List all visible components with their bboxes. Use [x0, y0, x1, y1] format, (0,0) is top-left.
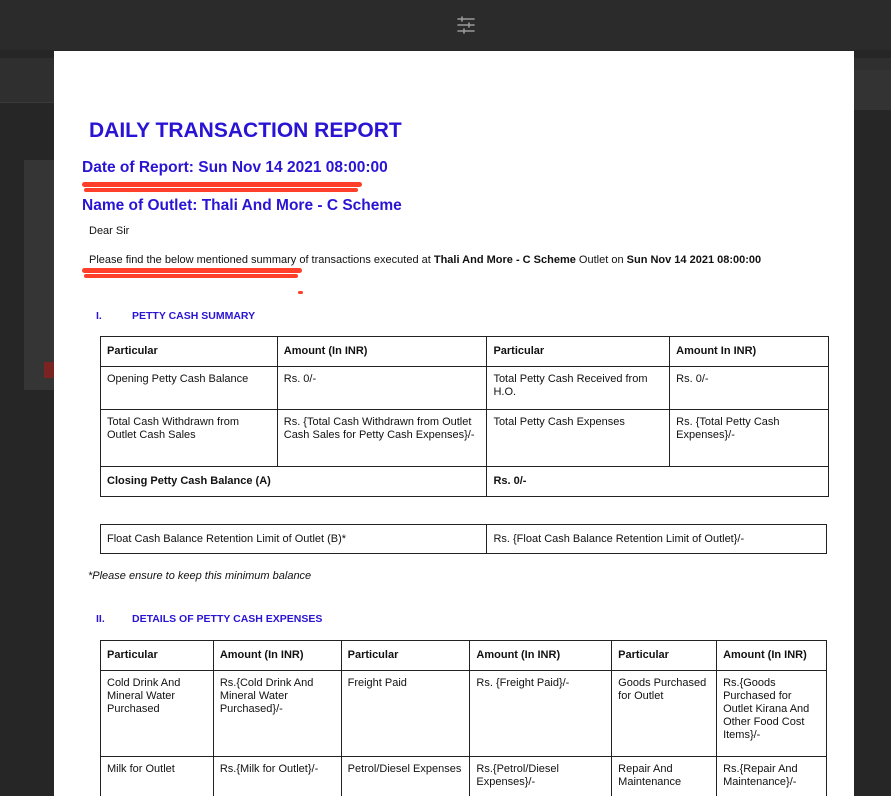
intro-outlet: Thali And More - C Scheme — [433, 254, 576, 266]
redaction-mark — [84, 188, 358, 192]
section-1-heading — [96, 310, 255, 322]
section-1-number: I. — [96, 310, 102, 322]
redaction-mark — [298, 291, 303, 294]
table-cell: Cold Drink And Mineral Water Purchased — [101, 671, 214, 757]
table-cell: Rs. 0/- — [670, 367, 829, 410]
float-cash-value: Rs. {Float Cash Balance Retention Limit of Outlet}/- — [487, 525, 827, 554]
intro-text: Please find the below mentioned summary of transactions executed at — [89, 254, 434, 266]
table-row — [101, 410, 829, 467]
petty-cash-expenses-table — [100, 640, 827, 796]
report-page — [54, 51, 854, 796]
table-cell: Rs.{Repair And Maintenance}/- — [717, 757, 827, 796]
section-2-heading — [96, 613, 322, 625]
section-1-title: PETTY CASH SUMMARY — [132, 310, 256, 322]
table-cell: Opening Petty Cash Balance — [101, 367, 278, 410]
table-cell: Repair And Maintenance — [612, 757, 717, 796]
background-panel — [854, 70, 891, 110]
outlet-name: Name of Outlet: Thali And More - C Scheme — [82, 197, 402, 214]
table-cell: Total Petty Cash Expenses — [487, 410, 670, 467]
report-date: Date of Report: Sun Nov 14 2021 08:00:00 — [82, 159, 388, 176]
redaction-mark — [84, 274, 298, 278]
table-row — [101, 671, 827, 757]
table-header: Particular — [101, 641, 214, 671]
table-cell: Rs. {Total Petty Cash Expenses}/- — [670, 410, 829, 467]
table-header-row — [101, 641, 827, 671]
background-badge — [44, 362, 54, 378]
closing-balance-value: Rs. 0/- — [487, 467, 829, 497]
table-cell: Total Cash Withdrawn from Outlet Cash Sales — [101, 410, 278, 467]
intro-paragraph — [89, 254, 761, 266]
closing-balance-row — [101, 467, 829, 497]
intro-text-mid: Outlet on — [575, 254, 627, 266]
table-cell: Goods Purchased for Outlet — [612, 671, 717, 757]
table-header: Amount (In INR) — [717, 641, 827, 671]
table-header: Amount (In INR) — [277, 337, 487, 367]
float-cash-label: Float Cash Balance Retention Limit of Outlet (B)* — [101, 525, 487, 554]
table-header: Amount (In INR) — [213, 641, 341, 671]
minimum-balance-note: *Please ensure to keep this minimum balance — [88, 570, 312, 582]
table-row — [101, 367, 829, 410]
salutation: Dear Sir — [89, 225, 130, 237]
table-cell: Total Petty Cash Received from H.O. — [487, 367, 670, 410]
table-header: Amount In INR) — [670, 337, 829, 367]
viewer-toolbar — [0, 0, 891, 50]
table-header: Amount (In INR) — [470, 641, 612, 671]
table-cell: Petrol/Diesel Expenses — [341, 757, 470, 796]
section-2-title: DETAILS OF PETTY CASH EXPENSES — [132, 613, 323, 625]
table-header: Particular — [341, 641, 470, 671]
section-2-number: II. — [96, 613, 105, 625]
table-cell: Milk for Outlet — [101, 757, 214, 796]
table-cell: Rs.{Milk for Outlet}/- — [213, 757, 341, 796]
closing-balance-label: Closing Petty Cash Balance (A) — [101, 467, 487, 497]
background-document — [24, 160, 54, 390]
petty-cash-summary-table — [100, 336, 829, 497]
table-cell: Freight Paid — [341, 671, 470, 757]
table-header: Particular — [612, 641, 717, 671]
table-header-row — [101, 337, 829, 367]
table-header: Particular — [487, 337, 670, 367]
tune-icon[interactable] — [456, 15, 476, 35]
table-cell: Rs. 0/- — [277, 367, 487, 410]
table-cell: Rs.{Goods Purchased for Outlet Kirana And Other Food Cost Items}/- — [717, 671, 827, 757]
redaction-mark — [82, 268, 302, 273]
report-title: DAILY TRANSACTION REPORT — [89, 119, 402, 142]
table-cell: Rs.{Petrol/Diesel Expenses}/- — [470, 757, 612, 796]
table-header: Particular — [101, 337, 278, 367]
table-cell: Rs. {Freight Paid}/- — [470, 671, 612, 757]
table-row — [101, 525, 827, 554]
float-cash-table — [100, 524, 827, 554]
table-row — [101, 757, 827, 796]
table-cell: Rs. {Total Cash Withdrawn from Outlet Cash Sales for Petty Cash Expenses}/- — [277, 410, 487, 467]
intro-date: Sun Nov 14 2021 08:00:00 — [626, 254, 762, 266]
redaction-mark — [82, 182, 362, 187]
table-cell: Rs.{Cold Drink And Mineral Water Purchased}/- — [213, 671, 341, 757]
